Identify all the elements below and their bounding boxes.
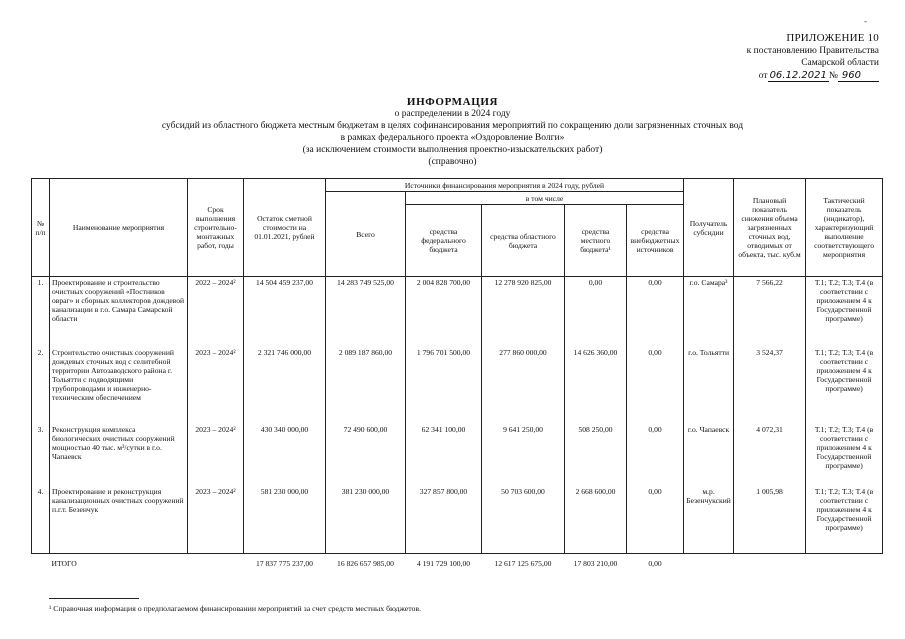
- header-line-3: в рамках федерального проекта «Оздоровление Волги»: [340, 133, 565, 143]
- order-date: 06.12.2021: [769, 69, 827, 81]
- row-federal: 327 857 800,00: [406, 486, 482, 554]
- totals-total: 16 826 657 985,00: [337, 559, 394, 568]
- table-row: [32, 486, 883, 554]
- totals-empty-planned: [734, 554, 806, 570]
- row-total: 14 283 749 525,00: [326, 277, 406, 347]
- row-num: 1.: [32, 277, 50, 347]
- row-num: 4.: [32, 486, 50, 554]
- order-from-label: от: [758, 70, 768, 81]
- appendix-block: [709, 32, 879, 82]
- col-header-extra: средства внебюджетных источников: [627, 205, 684, 277]
- appendix-line-1: к постановлению Правительства: [746, 45, 879, 56]
- row-remainder: 2 321 746 000,00: [244, 347, 326, 424]
- footnote: ¹ Справочная информация о предполагаемом финансировании мероприятий за счет средств местных бюджетов.: [49, 604, 422, 613]
- totals-remainder: 17 837 775 237,00: [256, 559, 313, 568]
- row-federal: 1 796 701 500,00: [406, 347, 482, 424]
- table-row: [32, 277, 883, 347]
- row-federal: 2 004 828 700,00: [406, 277, 482, 347]
- col-header-name: Наименование мероприятия: [50, 179, 188, 277]
- row-regional: 12 278 920 825,00: [482, 277, 565, 347]
- row-remainder: 581 230 000,00: [244, 486, 326, 554]
- totals-extra: 0,00: [648, 559, 662, 568]
- row-term: 2023 – 2024²: [188, 486, 244, 554]
- row-planned: 7 566,22: [734, 277, 806, 347]
- row-extra: 0,00: [627, 347, 684, 424]
- row-total: 2 089 187 860,00: [326, 347, 406, 424]
- col-header-federal: средства федерального бюджета: [406, 205, 482, 277]
- totals-regional: 12 617 125 675,00: [494, 559, 552, 568]
- scan-mark: -: [864, 16, 867, 26]
- row-local: 508 250,00: [565, 424, 627, 486]
- row-recipient: м.р. Безенчукский: [684, 486, 734, 554]
- header-line-4: (за исключением стоимости выполнения проектно-изыскательских работ): [302, 145, 603, 155]
- col-header-num: № п/п: [32, 179, 50, 277]
- row-num: 2.: [32, 347, 50, 424]
- row-regional: 50 703 600,00: [482, 486, 565, 554]
- row-extra: 0,00: [627, 424, 684, 486]
- order-num-label: №: [828, 70, 838, 81]
- col-header-recipient: Получатель субсидии: [684, 179, 734, 277]
- header-line-5: (справочно): [428, 157, 477, 167]
- col-header-term: Срок выполнения строительно-монтажных работ, годы: [188, 179, 244, 277]
- totals-empty-recipient: [684, 554, 734, 570]
- row-regional: 277 860 000,00: [482, 347, 565, 424]
- row-term: 2023 – 2024²: [188, 347, 244, 424]
- row-regional: 9 641 250,00: [482, 424, 565, 486]
- totals-empty-term: [188, 554, 244, 570]
- header-line-2: субсидий из областного бюджета местным бюджетам в целях софинансирования мероприятий по сокращению доли загрязненных сточных вод: [161, 121, 744, 131]
- totals-local: 17 803 210,00: [573, 559, 618, 568]
- row-num: 3.: [32, 424, 50, 486]
- row-total: 72 490 600,00: [326, 424, 406, 486]
- row-tactical: Т.1; Т.2; Т.3; Т.4 (в соответствии с приложением 4 к Государственной программе): [806, 347, 883, 424]
- table-row: [32, 424, 883, 486]
- totals-label: ИТОГО: [51, 559, 77, 568]
- row-recipient: г.о. Самара³: [684, 277, 734, 347]
- col-header-local: средства местного бюджета¹: [565, 205, 627, 277]
- row-extra: 0,00: [627, 277, 684, 347]
- row-federal: 62 341 100,00: [406, 424, 482, 486]
- totals-row: [32, 554, 883, 570]
- totals-empty-tactical: [806, 554, 883, 570]
- row-recipient: г.о. Тольятти: [684, 347, 734, 424]
- row-term: 2022 – 2024²: [188, 277, 244, 347]
- col-header-including: в том числе: [406, 192, 684, 205]
- col-header-planned: Плановый показатель снижения объема загрязненных сточных вод, отводимых от объекта, тыс. куб.м: [734, 179, 806, 277]
- table-row: [32, 347, 883, 424]
- row-planned: 3 524,37: [734, 347, 806, 424]
- appendix-title: ПРИЛОЖЕНИЕ 10: [786, 32, 879, 44]
- order-line: [759, 70, 879, 83]
- footnote-divider: [49, 598, 139, 599]
- appendix-line-2: Самарской области: [801, 58, 879, 68]
- col-header-total: Всего: [326, 192, 406, 277]
- row-local: 0,00: [565, 277, 627, 347]
- row-extra: 0,00: [627, 486, 684, 554]
- col-header-tactical: Тактический показатель (индикатор), характеризующий выполнение соответствующего мероприятия: [806, 179, 883, 277]
- col-header-remainder: Остаток сметной стоимости на 01.01.2021, рублей: [244, 179, 326, 277]
- row-remainder: 430 340 000,00: [244, 424, 326, 486]
- col-header-sources: Источники финансирования мероприятия в 2024 году, рублей: [326, 179, 684, 192]
- document-title: ИНФОРМАЦИЯ: [406, 96, 499, 108]
- row-local: 14 626 360,00: [565, 347, 627, 424]
- row-name: Строительство очистных сооружений дождевых сточных вод с селитебной территории Автозаводского района г. Тольятти с подводящими трубопроводами и инженерно-техническим обеспечением: [50, 347, 188, 424]
- row-tactical: Т.1; Т.2; Т.3; Т.4 (в соответствии с приложением 4 к Государственной программе): [806, 486, 883, 554]
- document-header: [0, 96, 905, 168]
- row-tactical: Т.1; Т.2; Т.3; Т.4 (в соответствии с приложением 4 к Государственной программе): [806, 277, 883, 347]
- totals-spacer: [32, 554, 50, 570]
- order-number: 960: [838, 70, 879, 82]
- row-planned: 4 072,31: [734, 424, 806, 486]
- col-header-regional: средства областного бюджета: [482, 205, 565, 277]
- totals-federal: 4 191 729 100,00: [416, 559, 471, 568]
- row-total: 381 230 000,00: [326, 486, 406, 554]
- header-line-1: о распределении в 2024 году: [394, 109, 511, 119]
- row-recipient: г.о. Чапаевск: [684, 424, 734, 486]
- row-name: Проектирование и реконструкция канализационных очистных сооружений п.г.т. Безенчук: [50, 486, 188, 554]
- row-local: 2 668 600,00: [565, 486, 627, 554]
- row-name: Проектирование и строительство очистных сооружений «Постников овраг» и сборных коллекторов дождевой канализации в г.о. Самара Самарской области: [50, 277, 188, 347]
- row-remainder: 14 504 459 237,00: [244, 277, 326, 347]
- row-name: Реконструкция комплекса биологических очистных сооружений мощностью 40 тыс. м³/сутки в г.о. Чапаевск: [50, 424, 188, 486]
- row-tactical: Т.1; Т.2; Т.3; Т.4 (в соответствии с приложением 4 к Государственной программе): [806, 424, 883, 486]
- subsidy-table: [31, 178, 883, 569]
- row-planned: 1 005,98: [734, 486, 806, 554]
- row-term: 2023 – 2024²: [188, 424, 244, 486]
